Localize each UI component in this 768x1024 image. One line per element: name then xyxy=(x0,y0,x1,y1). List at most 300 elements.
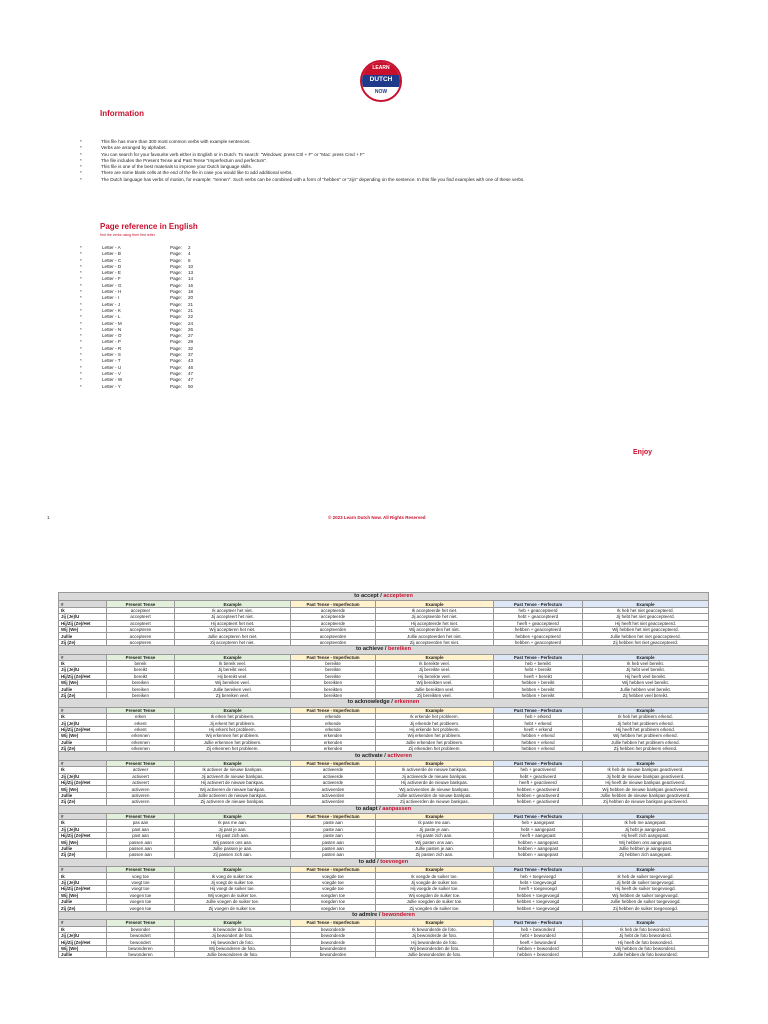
page-label: Page: xyxy=(170,263,183,269)
table-cell: Zij passen zich aan. xyxy=(175,852,291,858)
table-cell: activeerde xyxy=(291,773,376,779)
table-cell: heeft + geaccepteerd xyxy=(494,620,583,626)
page-label: Page: xyxy=(170,270,183,276)
page-label: Page: xyxy=(170,295,183,301)
table-cell: hebben + bereikt xyxy=(494,686,583,692)
column-header: Example xyxy=(175,813,291,819)
table-cell: Wij accepteren het niet. xyxy=(175,626,291,632)
page-label: Page: xyxy=(170,333,183,339)
table-cell: hebt + bereikt xyxy=(494,667,583,673)
page-label: Page: xyxy=(170,314,183,320)
table-cell: Wij (We) xyxy=(59,786,107,792)
page-value: 47 xyxy=(188,377,194,383)
table-cell: hebben + geactiveerd xyxy=(494,799,583,805)
page-label: Page: xyxy=(170,377,183,383)
letter-label: Letter - M xyxy=(102,320,122,326)
table-cell: Wij accepteerden het niet. xyxy=(376,626,494,632)
logo-line-2: DUTCH xyxy=(369,76,393,83)
page-value: 24 xyxy=(188,320,194,326)
column-header: Example xyxy=(175,760,291,766)
table-cell: hebt + geaccepteerd xyxy=(494,614,583,620)
table-cell: bereikte xyxy=(291,673,376,679)
table-cell: Ik xyxy=(59,660,107,666)
page-label: Page: xyxy=(170,282,183,288)
table-cell: hebben + aangepast xyxy=(494,845,583,851)
table-cell: voegt toe xyxy=(107,879,175,885)
column-header: Past Tense - Imperfectum xyxy=(291,654,376,660)
table-cell: Zij hebben het probleem erkend. xyxy=(583,745,709,751)
letter-label: Letter - J xyxy=(102,301,121,307)
column-header: Example xyxy=(583,601,709,607)
table-cell: activeerden xyxy=(291,799,376,805)
table-cell: Wij hebben ons aangepast. xyxy=(583,839,709,845)
table-cell: Zij pasten zich aan. xyxy=(376,852,494,858)
table-cell: bereikt xyxy=(107,667,175,673)
table-cell: Wij (We) xyxy=(59,839,107,845)
table-cell: hebben + toegevoegd xyxy=(494,892,583,898)
table-cell: erkenden xyxy=(291,733,376,739)
table-cell: Wij voegen de suiker toe. xyxy=(175,892,291,898)
verb-english: to achieve / xyxy=(355,646,389,653)
table-cell: Ik voeg de suiker toe. xyxy=(175,873,291,879)
table-cell: Jij (Je)/U xyxy=(59,614,107,620)
letter-label: Letter - T xyxy=(102,358,121,364)
table-cell: erkenden xyxy=(291,739,376,745)
column-header: Past Tense - Imperfectum xyxy=(291,813,376,819)
logo-line-1: LEARN xyxy=(372,65,390,71)
table-cell: heb + bewonderd xyxy=(494,926,583,932)
verb-dutch: aanpassen xyxy=(382,805,412,812)
table-cell: activeerde xyxy=(291,767,376,773)
table-cell: Zij voegden de suiker toe. xyxy=(376,905,494,911)
table-cell: Wij voegden de suiker toe. xyxy=(376,892,494,898)
column-header: Present Tense xyxy=(107,601,175,607)
table-cell: voegden toe xyxy=(291,905,376,911)
table-cell: Ik heb het probleem erkend. xyxy=(583,714,709,720)
table-cell: Jullie erkennen het probleem. xyxy=(175,739,291,745)
column-header: Past Tense - Imperfectum xyxy=(291,707,376,713)
table-cell: bereikten xyxy=(291,680,376,686)
page-reference-heading: Page reference in English xyxy=(100,222,198,231)
table-cell: Zij (Ze) xyxy=(59,745,107,751)
column-header: Example xyxy=(376,760,494,766)
table-cell: Hij heeft de nieuwe bankpas geactiveerd. xyxy=(583,779,709,785)
table-cell: Jij hebt je aangepast. xyxy=(583,826,709,832)
table-cell: erkent xyxy=(107,726,175,732)
page-value: 47 xyxy=(188,370,194,376)
page-label: Page: xyxy=(170,320,183,326)
column-header: # xyxy=(59,654,107,660)
table-cell: Jullie hebben je aangepast. xyxy=(583,845,709,851)
table-cell: Wij hebben het probleem erkend. xyxy=(583,733,709,739)
table-cell: Jij hebt de suiker toegevoegd. xyxy=(583,879,709,885)
verb-english: to adapt / xyxy=(355,805,383,812)
table-cell: Wij bereiken veel. xyxy=(175,680,291,686)
table-cell: hebben + bewonderd xyxy=(494,952,583,958)
table-cell: Hij heeft veel bereikt. xyxy=(583,673,709,679)
column-header: Example xyxy=(175,867,291,873)
table-cell: Jij voegde de suiker toe. xyxy=(376,879,494,885)
table-cell: Hij paste zich aan. xyxy=(376,833,494,839)
column-header: Example xyxy=(376,654,494,660)
page-label: Page: xyxy=(170,326,183,332)
table-cell: hebt + erkend xyxy=(494,720,583,726)
table-cell: bewonder xyxy=(107,926,175,932)
table-cell: Jij bewonderde de foto. xyxy=(376,932,494,938)
table-cell: Jij (Je)/U xyxy=(59,667,107,673)
table-cell: bewonderen xyxy=(107,952,175,958)
table-cell: bereiken xyxy=(107,692,175,698)
page-label: Page: xyxy=(170,301,183,307)
table-cell: Ik erken het probleem. xyxy=(175,714,291,720)
table-cell: hebben + aangepast xyxy=(494,852,583,858)
verb-title xyxy=(59,593,709,601)
table-cell: past aan xyxy=(107,826,175,832)
table-cell: paste aan xyxy=(291,826,376,832)
table-cell: paste aan xyxy=(291,833,376,839)
table-cell: Ik activeerde de nieuwe bankpas. xyxy=(376,767,494,773)
letter-label: Letter - C xyxy=(102,257,122,263)
table-cell: Hij/Zij (Ze)/Het xyxy=(59,833,107,839)
table-cell: Hij activeerde de nieuwe bankpas. xyxy=(376,779,494,785)
column-header: Past Tense - Perfectum xyxy=(494,707,583,713)
table-cell: Jij (Je)/U xyxy=(59,932,107,938)
table-cell: bewonderen xyxy=(107,945,175,951)
table-cell: Ik xyxy=(59,714,107,720)
table-cell: heeft + erkend xyxy=(494,726,583,732)
column-header: Example xyxy=(175,654,291,660)
verb-title xyxy=(59,699,709,707)
table-cell: Hij past zich aan. xyxy=(175,833,291,839)
table-cell: Hij bewonderde de foto. xyxy=(376,939,494,945)
page-value: 4 xyxy=(188,251,191,257)
page-value: 20 xyxy=(188,295,194,301)
table-cell: Jullie activeerden de nieuwe bankpas. xyxy=(376,792,494,798)
verb-english: to accept / xyxy=(354,593,384,600)
column-header: Example xyxy=(583,867,709,873)
table-cell: Ik xyxy=(59,873,107,879)
table-cell: Hij bewondert de foto. xyxy=(175,939,291,945)
table-cell: past aan xyxy=(107,833,175,839)
table-cell: pas aan xyxy=(107,820,175,826)
page-label: Page: xyxy=(170,245,183,250)
column-header: Past Tense - Perfectum xyxy=(494,654,583,660)
table-cell: Wij (We) xyxy=(59,892,107,898)
column-header: Present Tense xyxy=(107,813,175,819)
table-cell: Jullie xyxy=(59,792,107,798)
column-header: # xyxy=(59,867,107,873)
table-cell: bereikt xyxy=(107,673,175,679)
table-cell: Ik heb veel bereikt. xyxy=(583,660,709,666)
table-cell: Jij paste je aan. xyxy=(376,826,494,832)
table-cell: Jij (Je)/U xyxy=(59,879,107,885)
table-cell: Hij/Zij (Ze)/Het xyxy=(59,886,107,892)
page-value: 18 xyxy=(188,289,194,295)
table-cell: hebt + toegevoegd xyxy=(494,879,583,885)
table-cell: Hij/Zij (Ze)/Het xyxy=(59,673,107,679)
verb-title xyxy=(59,646,709,654)
table-cell: Zij bereiken veel. xyxy=(175,692,291,698)
table-cell: Ik xyxy=(59,926,107,932)
letter-label: Letter - D xyxy=(102,263,122,269)
table-cell: hebben + erkend xyxy=(494,739,583,745)
table-cell: paste aan xyxy=(291,820,376,826)
table-cell: Ik paste me aan. xyxy=(376,820,494,826)
page-value: 14 xyxy=(188,276,194,282)
table-cell: accepteren xyxy=(107,633,175,639)
table-cell: Hij heeft het probleem erkend. xyxy=(583,726,709,732)
page-value: 21 xyxy=(188,307,194,313)
table-cell: Ik pas me aan. xyxy=(175,820,291,826)
table-cell: Jullie activeren de nieuwe bankpas. xyxy=(175,792,291,798)
information-heading: Information xyxy=(100,109,144,118)
information-item: * Verbs are arranged by alphabet. xyxy=(80,145,524,151)
table-cell: bewonderden xyxy=(291,952,376,958)
verb-title-row xyxy=(59,699,709,707)
letter-label: Letter - H xyxy=(102,289,122,295)
letter-label: Letter - L xyxy=(102,314,121,320)
table-cell: erkende xyxy=(291,720,376,726)
table-cell: Jullie xyxy=(59,739,107,745)
page-value: 26 xyxy=(188,326,194,332)
table-cell: hebben + bereikt xyxy=(494,680,583,686)
table-cell: Wij bewonderden de foto. xyxy=(376,945,494,951)
table-cell: Zij voegen de suiker toe. xyxy=(175,905,291,911)
table-cell: Jij hebt het niet geaccepteerd. xyxy=(583,614,709,620)
table-cell: Jij activeert de nieuwe bankpas. xyxy=(175,773,291,779)
letter-label: Letter - K xyxy=(102,307,121,313)
table-cell: heb + bereikt xyxy=(494,660,583,666)
verb-title xyxy=(59,858,709,866)
page-label: Page: xyxy=(170,370,183,376)
letter-label: Letter - G xyxy=(102,282,122,288)
table-cell: Zij hebben het niet geaccepteerd. xyxy=(583,639,709,645)
table-cell: hebben + toegevoegd xyxy=(494,898,583,904)
table-cell: accepteert xyxy=(107,614,175,620)
column-header: Example xyxy=(376,707,494,713)
letter-label: Letter - E xyxy=(102,270,121,276)
table-cell: Wij pasten ons aan. xyxy=(376,839,494,845)
table-cell: Hij heeft zich aangepast. xyxy=(583,833,709,839)
table-cell: heb + geaccepteerd xyxy=(494,607,583,613)
column-header: Example xyxy=(175,920,291,926)
page-label: Page: xyxy=(170,383,183,389)
table-cell: Jullie bereiken veel. xyxy=(175,686,291,692)
column-header: Past Tense - Imperfectum xyxy=(291,920,376,926)
table-cell: hebben + toegevoegd xyxy=(494,905,583,911)
page-value: 43 xyxy=(188,358,194,364)
page-label: Page: xyxy=(170,251,183,257)
table-cell: Jij hebt het probleem erkend. xyxy=(583,720,709,726)
verb-dutch: bewonderen xyxy=(381,911,415,918)
table-cell: hebben + erkend xyxy=(494,733,583,739)
table-cell: bereiken xyxy=(107,686,175,692)
letter-label: Letter - B xyxy=(102,251,121,257)
column-header: Example xyxy=(175,601,291,607)
page-label: Page: xyxy=(170,358,183,364)
table-cell: Jij bewondert de foto. xyxy=(175,932,291,938)
column-header: Example xyxy=(583,654,709,660)
table-cell: Wij erkenden het probleem. xyxy=(376,733,494,739)
table-cell: Wij (We) xyxy=(59,945,107,951)
page-value: 10 xyxy=(188,263,194,269)
table-cell: Wij (We) xyxy=(59,626,107,632)
column-header: Past Tense - Imperfectum xyxy=(291,867,376,873)
column-header: # xyxy=(59,707,107,713)
column-header: # xyxy=(59,601,107,607)
page-value: 2 xyxy=(188,245,191,250)
table-cell: Hij accepteert het niet. xyxy=(175,620,291,626)
table-cell: pasten aan xyxy=(291,845,376,851)
verb-title-row xyxy=(59,752,709,760)
table-cell: Jullie hebben de foto bewonderd. xyxy=(583,952,709,958)
page-value: 46 xyxy=(188,364,194,370)
table-cell: bewonderde xyxy=(291,939,376,945)
table-cell: Hij activeert de nieuwe bankpas. xyxy=(175,779,291,785)
table-cell: heb + aangepast xyxy=(494,820,583,826)
table-cell: voegen toe xyxy=(107,898,175,904)
table-cell: Wij (We) xyxy=(59,680,107,686)
table-cell: erkennen xyxy=(107,733,175,739)
page-value: 37 xyxy=(188,352,194,358)
table-cell: hebben + bewonderd xyxy=(494,945,583,951)
page-value: 21 xyxy=(188,301,194,307)
table-cell: Jij erkende het probleem. xyxy=(376,720,494,726)
column-header: Example xyxy=(376,867,494,873)
table-cell: bewonderden xyxy=(291,945,376,951)
table-cell: Jij bereikt veel. xyxy=(175,667,291,673)
column-header: Present Tense xyxy=(107,760,175,766)
letter-label: Letter - S xyxy=(102,352,121,358)
page-label: Page: xyxy=(170,276,183,282)
verb-dutch: accepteren xyxy=(383,593,413,600)
letter-label: Letter - P xyxy=(102,339,121,345)
column-header: Example xyxy=(175,707,291,713)
verb-title-row xyxy=(59,646,709,654)
table-cell: Zij (Ze) xyxy=(59,692,107,698)
page-label: Page: xyxy=(170,289,183,295)
table-cell: heeft + toegevoegd xyxy=(494,886,583,892)
table-cell: Hij/Zij (Ze)/Het xyxy=(59,620,107,626)
table-cell: accepteren xyxy=(107,626,175,632)
page-value: 13 xyxy=(188,270,194,276)
letter-label: Letter - I xyxy=(102,295,120,301)
table-cell: passen aan xyxy=(107,839,175,845)
table-cell: Zij accepteren het niet. xyxy=(175,639,291,645)
verb-title xyxy=(59,911,709,919)
table-cell: Hij voegt de suiker toe. xyxy=(175,886,291,892)
information-item: * This file is one of the best materials to improve your Dutch language skills. xyxy=(80,164,524,170)
column-header: Present Tense xyxy=(107,867,175,873)
verb-title xyxy=(59,752,709,760)
table-cell: hebben + erkend xyxy=(494,745,583,751)
column-header: Present Tense xyxy=(107,654,175,660)
verb-title-row xyxy=(59,911,709,919)
table-cell: activeert xyxy=(107,773,175,779)
table-cell: Jullie bereikten veel. xyxy=(376,686,494,692)
verb-table xyxy=(58,592,709,958)
table-cell: Jij erkent het probleem. xyxy=(175,720,291,726)
table-cell: Jullie passen je aan. xyxy=(175,845,291,851)
verb-english: to acknowledge / xyxy=(347,699,395,706)
table-cell: Wij hebben de foto bewonderd. xyxy=(583,945,709,951)
table-cell: bereikten xyxy=(291,692,376,698)
letter-label: Letter - V xyxy=(102,370,121,376)
table-cell: Hij accepteerde het niet. xyxy=(376,620,494,626)
table-cell: Ik bewonder de foto. xyxy=(175,926,291,932)
verb-title-row xyxy=(59,858,709,866)
table-cell: Jullie voegden de suiker toe. xyxy=(376,898,494,904)
table-cell: hebben + geaccepteerd xyxy=(494,626,583,632)
table-cell: Ik voegde de suiker toe. xyxy=(376,873,494,879)
table-cell: Jij hebt de nieuwe bankpas geactiveerd. xyxy=(583,773,709,779)
logo-line-3: NOW xyxy=(374,89,388,95)
table-cell: Jullie hebben het niet geaccepteerd. xyxy=(583,633,709,639)
table-cell: bewonderde xyxy=(291,926,376,932)
table-cell: Jij accepteerde het niet. xyxy=(376,614,494,620)
table-cell: Wij passen ons aan. xyxy=(175,839,291,845)
table-cell: accepteer xyxy=(107,607,175,613)
column-header: Past Tense - Perfectum xyxy=(494,601,583,607)
table-cell: heb + geactiveerd xyxy=(494,767,583,773)
page-number: 1 xyxy=(47,515,50,520)
table-cell: Jij accepteert het niet. xyxy=(175,614,291,620)
table-cell: Hij voegde de suiker toe. xyxy=(376,886,494,892)
table-cell: Hij heeft het niet geaccepteerd. xyxy=(583,620,709,626)
page-value: 27 xyxy=(188,333,194,339)
table-cell: Hij heeft de foto bewonderd. xyxy=(583,939,709,945)
table-cell: Zij hebben zich aangepast. xyxy=(583,852,709,858)
table-cell: Ik bereik veel. xyxy=(175,660,291,666)
column-header: Example xyxy=(583,813,709,819)
table-cell: Ik xyxy=(59,767,107,773)
table-cell: Zij (Ze) xyxy=(59,905,107,911)
page-label: Page: xyxy=(170,257,183,263)
table-cell: accepteerden xyxy=(291,633,376,639)
column-header: Past Tense - Perfectum xyxy=(494,760,583,766)
table-cell: Ik heb de foto bewonderd. xyxy=(583,926,709,932)
table-cell: Jullie xyxy=(59,845,107,851)
column-header: Past Tense - Perfectum xyxy=(494,813,583,819)
information-item: * There are some blank cells at the end of the file in case you would like to add additional verbs. xyxy=(80,170,524,176)
table-cell: bereikte xyxy=(291,667,376,673)
table-cell: activeer xyxy=(107,767,175,773)
table-cell: Wij activeren de nieuwe bankpas. xyxy=(175,786,291,792)
conjugation-row xyxy=(59,952,709,958)
page-value: 28 xyxy=(188,339,194,345)
verb-title xyxy=(59,805,709,813)
table-cell: Jullie xyxy=(59,686,107,692)
column-header: Example xyxy=(376,813,494,819)
table-cell: Hij/Zij (Ze)/Het xyxy=(59,939,107,945)
verb-title-row xyxy=(59,805,709,813)
table-cell: heeft + bewonderd xyxy=(494,939,583,945)
table-cell: Zij erkenden het probleem. xyxy=(376,745,494,751)
letter-label: Letter - O xyxy=(102,333,122,339)
table-cell: Jullie xyxy=(59,952,107,958)
table-cell: bewondert xyxy=(107,932,175,938)
information-list xyxy=(80,139,524,183)
table-cell: accepteren xyxy=(107,639,175,645)
information-item: * This file has more than 300 most common verbs with example sentences. xyxy=(80,139,524,145)
table-cell: Jullie hebben veel bereikt. xyxy=(583,686,709,692)
table-cell: hebben + geactiveerd xyxy=(494,786,583,792)
table-cell: Jij hebt de foto bewonderd. xyxy=(583,932,709,938)
table-cell: voegen toe xyxy=(107,892,175,898)
table-cell: Jij bereikte veel. xyxy=(376,667,494,673)
table-cell: pasten aan xyxy=(291,839,376,845)
verb-english: to add / xyxy=(358,858,381,865)
